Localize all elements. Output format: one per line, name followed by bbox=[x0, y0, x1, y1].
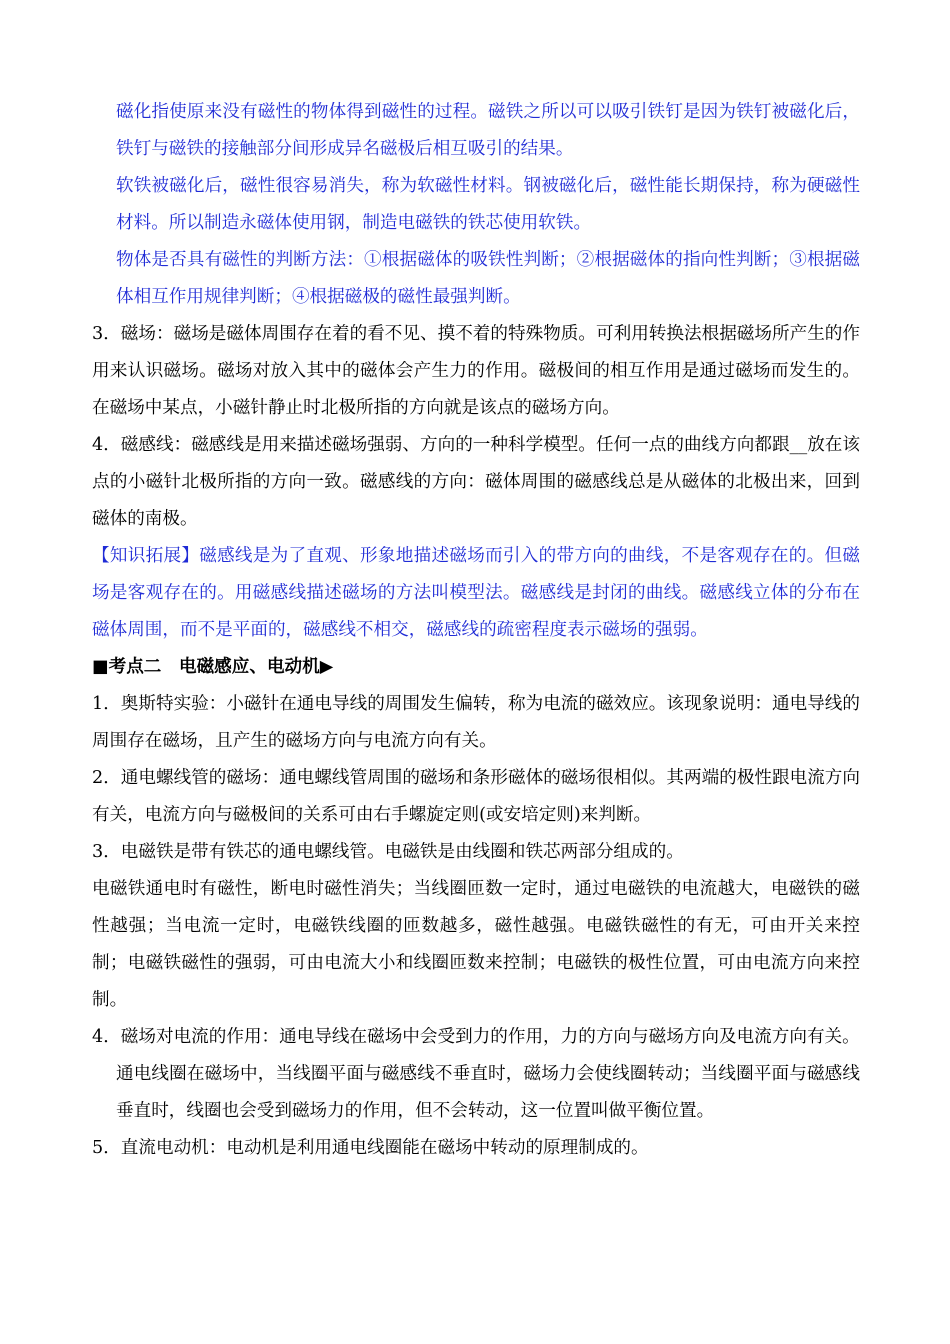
paragraph-force-on-current: 4．磁场对电流的作用：通电导线在磁场中会受到力的作用，力的方向与磁场方向及电流方向有关。 bbox=[92, 1027, 860, 1047]
document-page bbox=[92, 94, 860, 1167]
paragraph-field-lines: 4．磁感线：磁感线是用来描述磁场强弱、方向的一种科学模型。任何一点的曲线方向都跟__放在该点的小磁针北极所指的方向一致。磁感线的方向：磁体周围的磁感线总是从磁体的北极出来，回到磁体的南极。 bbox=[92, 435, 860, 529]
paragraph-oersted: 1．奥斯特实验：小磁针在通电导线的周围发生偏转，称为电流的磁效应。该现象说明：通电导线的周围存在磁场，且产生的磁场方向与电流方向有关。 bbox=[92, 694, 860, 751]
paragraph-magnetization-definition: 磁化指使原来没有磁性的物体得到磁性的过程。磁铁之所以可以吸引铁钉是因为铁钉被磁化后，铁钉与磁铁的接触部分间形成异名磁极后相互吸引的结果。 bbox=[116, 102, 860, 159]
paragraph-electromagnet: 3．电磁铁是带有铁芯的通电螺线管。电磁铁是由线圈和铁芯两部分组成的。 bbox=[92, 842, 684, 862]
paragraph-electromagnet-properties: 电磁铁通电时有磁性，断电时磁性消失；当线圈匝数一定时，通过电磁铁的电流越大，电磁铁的磁性越强；当电流一定时，电磁铁线圈的匝数越多，磁性越强。电磁铁磁性的有无，可由开关来控制；电磁铁磁性的强弱，可由电流大小和线圈匝数来控制；电磁铁的极性位置，可由电流方向来控制。 bbox=[92, 879, 860, 1010]
paragraph-dc-motor: 5．直流电动机：电动机是利用通电线圈能在磁场中转动的原理制成的。 bbox=[92, 1138, 649, 1158]
section-heading: ■考点二 电磁感应、电动机▶ bbox=[92, 657, 334, 677]
paragraph-magnetic-field: 3．磁场：磁场是磁体周围存在着的看不见、摸不着的特殊物质。可利用转换法根据磁场所产生的作用来认识磁场。磁场对放入其中的磁体会产生力的作用。磁极间的相互作用是通过磁场而发生的。在磁场中某点，小磁针静止时北极所指的方向就是该点的磁场方向。 bbox=[92, 324, 860, 418]
paragraph-judge-magnetism: 物体是否具有磁性的判断方法：①根据磁体的吸铁性判断；②根据磁体的指向性判断；③根据磁体相互作用规律判断；④根据磁极的磁性最强判断。 bbox=[116, 250, 860, 307]
paragraph-coil-balance: 通电线圈在磁场中，当线圈平面与磁感线不垂直时，磁场力会使线圈转动；当线圈平面与磁感线垂直时，线圈也会受到磁场力的作用，但不会转动，这一位置叫做平衡位置。 bbox=[116, 1064, 860, 1121]
knowledge-expansion-tag: 【知识拓展】 bbox=[92, 546, 200, 566]
knowledge-expansion-text: 磁感线是为了直观、形象地描述磁场而引入的带方向的曲线，不是客观存在的。但磁场是客观存在的。用磁感线描述磁场的方法叫模型法。磁感线是封闭的曲线。磁感线立体的分布在磁体周围，而不是平面的，磁感线不相交，磁感线的疏密程度表示磁场的强弱。 bbox=[92, 546, 860, 640]
paragraph-knowledge-expansion bbox=[92, 538, 860, 649]
paragraph-soft-hard-magnetic: 软铁被磁化后，磁性很容易消失，称为软磁性材料。钢被磁化后，磁性能长期保持，称为硬磁性材料。所以制造永磁体使用钢，制造电磁铁的铁芯使用软铁。 bbox=[116, 176, 860, 233]
paragraph-solenoid: 2．通电螺线管的磁场：通电螺线管周围的磁场和条形磁体的磁场很相似。其两端的极性跟电流方向有关，电流方向与磁极间的关系可由右手螺旋定则(或安培定则)来判断。 bbox=[92, 768, 860, 825]
